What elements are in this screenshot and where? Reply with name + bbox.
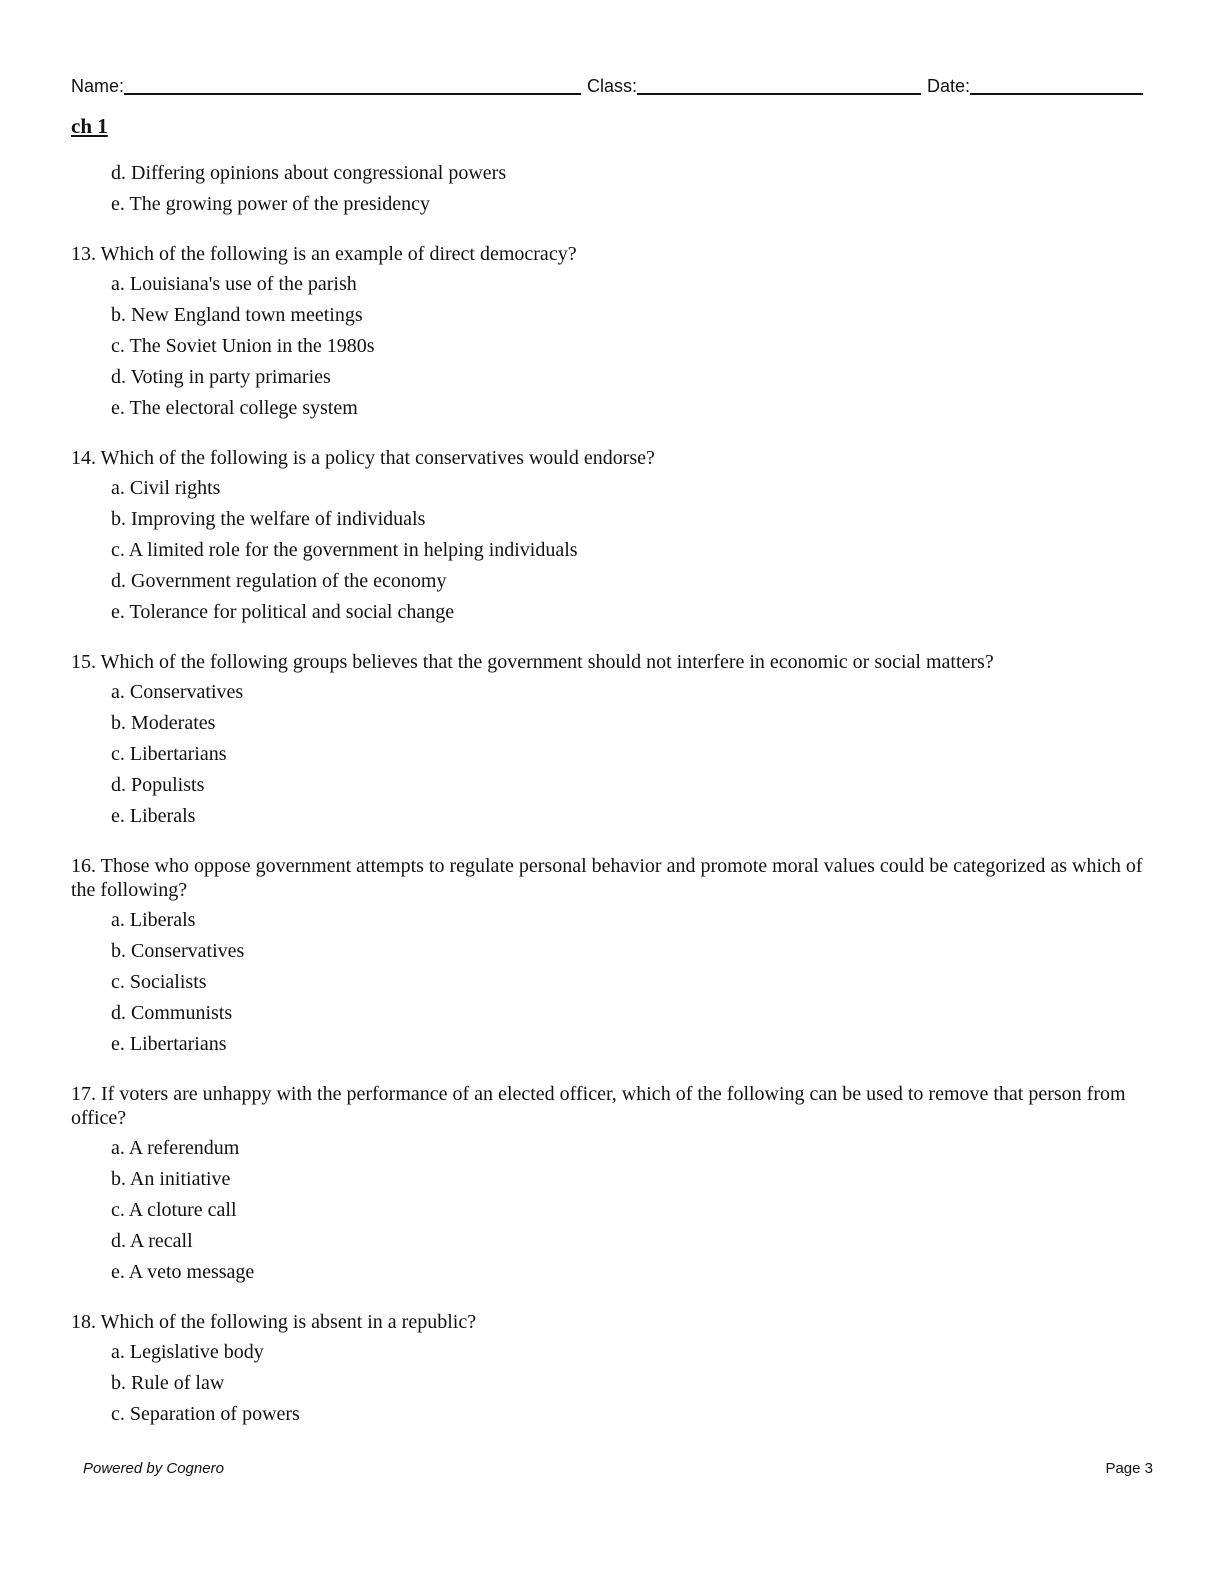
- answer-option: c. The Soviet Union in the 1980s: [111, 335, 375, 357]
- question-18: [71, 1310, 1151, 1430]
- answer-option: d. A recall: [111, 1230, 193, 1252]
- header-fields: [71, 71, 1143, 97]
- answer-option: c. Socialists: [111, 971, 207, 993]
- page-number: Page 3: [1105, 1460, 1153, 1477]
- answer-option: c. A limited role for the government in helping individuals: [111, 539, 578, 561]
- continued-option: e. The growing power of the presidency: [111, 193, 430, 215]
- question-text: 15. Which of the following groups believes that the government should not interfere in economic or social matters?: [71, 651, 994, 673]
- question-text: 16. Those who oppose government attempts to regulate personal behavior and promote moral values could be categorized as which of the following?: [71, 855, 1143, 901]
- answer-option: b. Rule of law: [111, 1372, 225, 1394]
- answer-option: a. Civil rights: [111, 477, 221, 499]
- answer-option: e. Liberals: [111, 805, 196, 827]
- answer-option: d. Voting in party primaries: [111, 366, 331, 388]
- name-blank: [124, 73, 581, 95]
- question-text: 13. Which of the following is an example of direct democracy?: [71, 243, 577, 265]
- question-16: [71, 854, 1151, 1060]
- answer-option: d. Populists: [111, 774, 205, 796]
- answer-option: e. Tolerance for political and social change: [111, 601, 455, 623]
- date-blank: [970, 73, 1143, 95]
- answer-option: a. A referendum: [111, 1137, 240, 1159]
- answer-option: a. Conservatives: [111, 681, 244, 703]
- question-14: [71, 446, 1151, 628]
- question-15: [71, 650, 1151, 832]
- powered-by-label: Powered by Cognero: [83, 1460, 224, 1477]
- answer-option: e. The electoral college system: [111, 397, 358, 419]
- answer-option: d. Government regulation of the economy: [111, 570, 447, 592]
- answer-option: b. Moderates: [111, 712, 216, 734]
- answer-option: b. New England town meetings: [111, 304, 363, 326]
- question-17: [71, 1082, 1151, 1288]
- section-title: ch 1: [71, 114, 108, 138]
- answer-option: c. Libertarians: [111, 743, 227, 765]
- answer-option: e. A veto message: [111, 1261, 255, 1283]
- question-list: [71, 158, 1151, 1430]
- answer-option: c. Separation of powers: [111, 1403, 300, 1425]
- answer-option: b. Conservatives: [111, 940, 245, 962]
- date-label: Date:: [927, 76, 971, 96]
- answer-option: a. Liberals: [111, 909, 196, 931]
- answer-option: b. Improving the welfare of individuals: [111, 508, 426, 530]
- question-13: [71, 242, 1151, 424]
- class-blank: [637, 73, 921, 95]
- footer: [83, 1460, 1153, 1477]
- answer-option: c. A cloture call: [111, 1199, 237, 1221]
- answer-option: e. Libertarians: [111, 1033, 227, 1055]
- question-text: 18. Which of the following is absent in a republic?: [71, 1311, 477, 1333]
- name-label: Name:: [71, 76, 125, 96]
- answer-option: a. Louisiana's use of the parish: [111, 273, 357, 295]
- question-text: 17. If voters are unhappy with the performance of an elected officer, which of the following can be used to remove that person from office?: [71, 1083, 1126, 1129]
- answer-option: b. An initiative: [111, 1168, 231, 1190]
- class-label: Class:: [587, 76, 638, 96]
- answer-option: a. Legislative body: [111, 1341, 264, 1363]
- answer-option: d. Communists: [111, 1002, 233, 1024]
- question-text: 14. Which of the following is a policy that conservatives would endorse?: [71, 447, 655, 469]
- continued-option: d. Differing opinions about congressional powers: [111, 162, 507, 184]
